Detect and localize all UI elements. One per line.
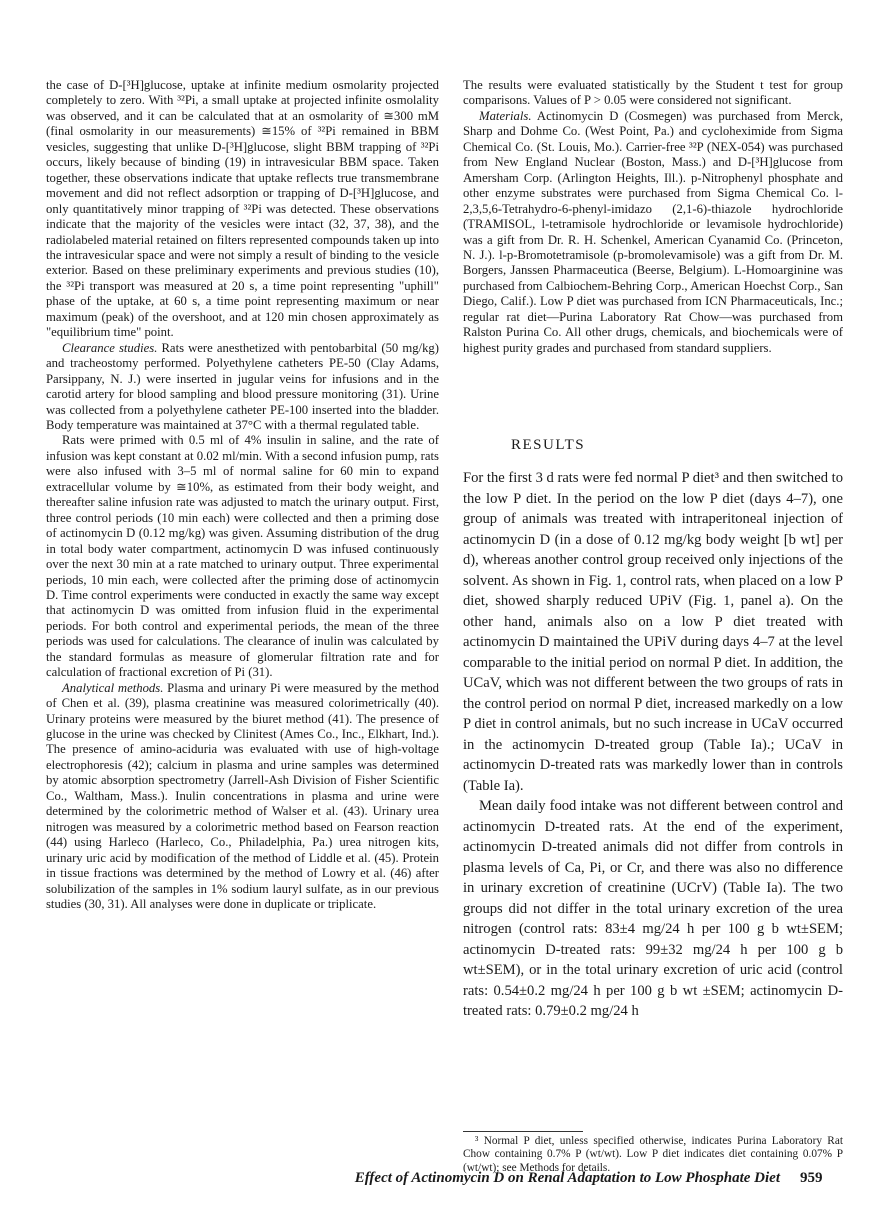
running-title: Effect of Actinomycin D on Renal Adaptation to Low Phosphate Diet: [354, 1170, 780, 1186]
footnote-divider: [463, 1131, 583, 1132]
footnote: [463, 1135, 843, 1175]
materials-heading: Materials.: [479, 108, 532, 123]
results-section: [463, 468, 843, 1022]
left-paragraph-1: the case of D-[³H]glucose, uptake at infinite medium osmolarity projected completely to zero. With ³²Pi, a small uptake at projected infinite osmolality was observed, and it can be calculated that at an osmolarity of ≅300 mM (final osmolarity in our measurements) ≅15% of ³²Pi remained in BBM vesicles, suggesting that unlike D-[³H]glucose, slight BBM trapping of ³²Pi occurs, likely because of binding (19) in intravesicular BBM space. Taken together, these observations indicate that uptake reflects true transmembrane movement and did not reflect adsorption or trapping of D-[³H]glucose, and only quantitatively minor trapping of ³²Pi was detected. These observations indicate that the majority of the vesicles were intact (32, 37, 38), and the radiolabeled material retained on filters represented compounds taken up into the intravesicular space and were not simply a result of binding to the vesicle exterior. Based on these preliminary experiments and previous studies (10), the ³²Pi transport was measured at 20 s, a time point representing "uphill" phase of the uptake, at 60 s, a time point representing maximum or near maximum (peak) of the overshoot, and at 120 min chosen approximately as "equilibrium time" point.: [46, 78, 439, 340]
right-column-top: [463, 78, 843, 356]
analytical-methods-text: Plasma and urinary Pi were measured by the method of Chen et al. (39), plasma creatinine was measured colorimetrically (40). Urinary proteins were measured by the biuret method (41). The presence of glucose in the urine was checked by Clinitest (Ames Co., Inc., Elkhart, Ind.). The presence of amino-aciduria was evaluated with use of high-voltage electrophoresis (42); calcium in plasma and urine samples was determined by atomic absorption spectrometry (Jarrell-Ash Division of Fisher Scientific Co., Waltham, Mass.). Inulin concentrations in plasma and urine were determined by the colorimetric method of Walser et al. (43). Urinary urea nitrogen was measured by a colorimetric method based on Fearson reaction (44) using Harleco (Harleco, Co., Philadelphia, Pa.) urea nitrogen kits, urinary uric acid by modification of the method of Liddle et al. (45). Protein in tissue fractions was determined by the method of Lowry et al. (46) after solubilization of the samples in 1% sodium lauryl sulfate, as in our previous studies (30, 31). All analyses were done in duplicate or triplicate.: [46, 680, 439, 912]
clearance-studies-heading: Clearance studies.: [62, 340, 158, 355]
results-heading: RESULTS: [511, 437, 586, 453]
left-paragraph-3: Rats were primed with 0.5 ml of 4% insulin in saline, and the rate of infusion was kept constant at 0.02 ml/min. With a second infusion pump, rats were also infused with 3–5 ml of normal saline for 60 min to expand extracellular volume by ≅10%, as estimated from their body weight, and thereafter saline infusion rate was adjusted to match the urinary output. First, three control periods (10 min each) were collected and then a priming dose of actinomycin D (0.12 mg/kg) was given. Assuming distribution of the drug in total body water compartment, actinomycin D was infused continuously over the next 30 min at a rate matched to urinary output. Three experimental periods, 10 min each, were collected after the priming dose of actinomycin D. Time control experiments were conducted in exactly the same way except that actinomycin D was omitted from infusion fluid in the experimental periods. For both control and experimental periods, the mean of the three periods was used for calculations. The clearance of inulin was calculated by the standard formulas as measure of glomerular filtration rate and for calculation of fractional excretion of Pi (31).: [46, 433, 439, 680]
footnote-text: ³ Normal P diet, unless specified otherwise, indicates Purina Laboratory Rat Chow containing 0.7% P (wt/wt). Low P diet indicates diet containing 0.07% P (wt/wt); see Methods for details.: [463, 1135, 843, 1174]
analytical-methods-heading: Analytical methods.: [62, 680, 164, 695]
materials-paragraph: [463, 109, 843, 356]
page-number: 959: [800, 1170, 823, 1186]
statistics-paragraph: The results were evaluated statistically by the Student t test for group comparisons. Values of P > 0.05 were considered not significant.: [463, 78, 843, 108]
analytical-methods-paragraph: [46, 681, 439, 913]
left-column: [46, 78, 439, 912]
clearance-studies-paragraph: [46, 341, 439, 434]
results-paragraph-2: Mean daily food intake was not different between control and actinomycin D-treated rats. At the end of the experiment, actinomycin D-treated animals did not differ from controls in plasma levels of Ca, Pi, or Cr, and there was also no difference in urinary excretion of creatinine (UCrV) (Table Ia). The two groups did not differ in the total urinary excretion of the urea nitrogen (control rats: 83±4 mg/24 h per 100 g b wt±SEM; actinomycin D-treated rats: 99±32 mg/24 h per 100 g b wt±SEM), or in the total urinary excretion of uric acid (control rats: 0.54±0.2 mg/24 h per 100 g b wt ±SEM; actinomycin D-treated rats: 0.79±0.2 mg/24 h: [463, 798, 843, 1019]
results-paragraph-1: For the first 3 d rats were fed normal P diet³ and then switched to the low P diet. In the period on the low P diet (days 4–7), one group of animals was treated with intraperitoneal injection of actinomycin D (in a dose of 0.12 mg/kg body weight [b wt] per d), whereas another control group received only injections of the solvent. As shown in Fig. 1, control rats, when placed on a low P diet, showed sharply reduced UPiV (Fig. 1, panel a). On the other hand, animals also on a low P diet treated with actinomycin D maintained the UPiV during days 4–7 at the level comparable to the initial period on normal P diet. In addition, the UCaV, which was not different between the two groups of rats in the control period on normal P diet, increased markedly on a low P diet in control animals, but no such increase in UCaV occurred in the actinomycin D-treated group (Table Ia).; UCaV in actinomycin D-treated rats was markedly lower than in controls (Table Ia).: [463, 470, 843, 794]
clearance-studies-text: Rats were anesthetized with pentobarbital (50 mg/kg) and tracheostomy performed. Polyethylene catheters PE-50 (Clay Adams, Parsippany, N. J.) were inserted in jugular veins for infusions and in the carotid artery for blood sampling and blood pressure monitoring (31). Urine was collected from a polyethylene catheter PE-100 inserted into the bladder. Body temperature was maintained at 37°C with a thermal regulated table.: [46, 340, 439, 432]
materials-text: Actinomycin D (Cosmegen) was purchased from Merck, Sharp and Dohme Co. (West Point, Pa.) and cycloheximide from Sigma Chemical Co. (St. Louis, Mo.). Carrier-free ³²P (NEX-054) was purchased from New England Nuclear (Boston, Mass.) and D-[³H]glucose from Amersham Corp. (Arlington Heights, Ill.). p-Nitrophenyl phosphate and other enzyme substrates were purchased from Sigma Chemical Co. l-2,3,5,6-Tetrahydro-6-phenyl-imidazo (2,1-6)-thiazole hydrochloride (TRAMISOL, l-tetramisole hydrochloride or levamisole hydrochloride) was a gift from Dr. R. H. Schenkel, American Cyanamid Co. (Princeton, N. J.). l-p-Bromotetramisole (p-bromolevamisole) was a gift from Dr. M. Borgers, Janssen Pharmaceutica (Beerse, Belgium). L-Homoarginine was purchased from Calbiochem-Behring Corp., American Hoechst Corp., San Diego, Calif.). Low P diet was purchased from ICN Pharmaceuticals, Inc.; regular rat diet—Purina Laboratory Rat Chow—was purchased from Ralston Purina Co. All other drugs, chemicals, and biochemicals were of highest purity grades and purchased from standard suppliers.: [463, 108, 843, 355]
